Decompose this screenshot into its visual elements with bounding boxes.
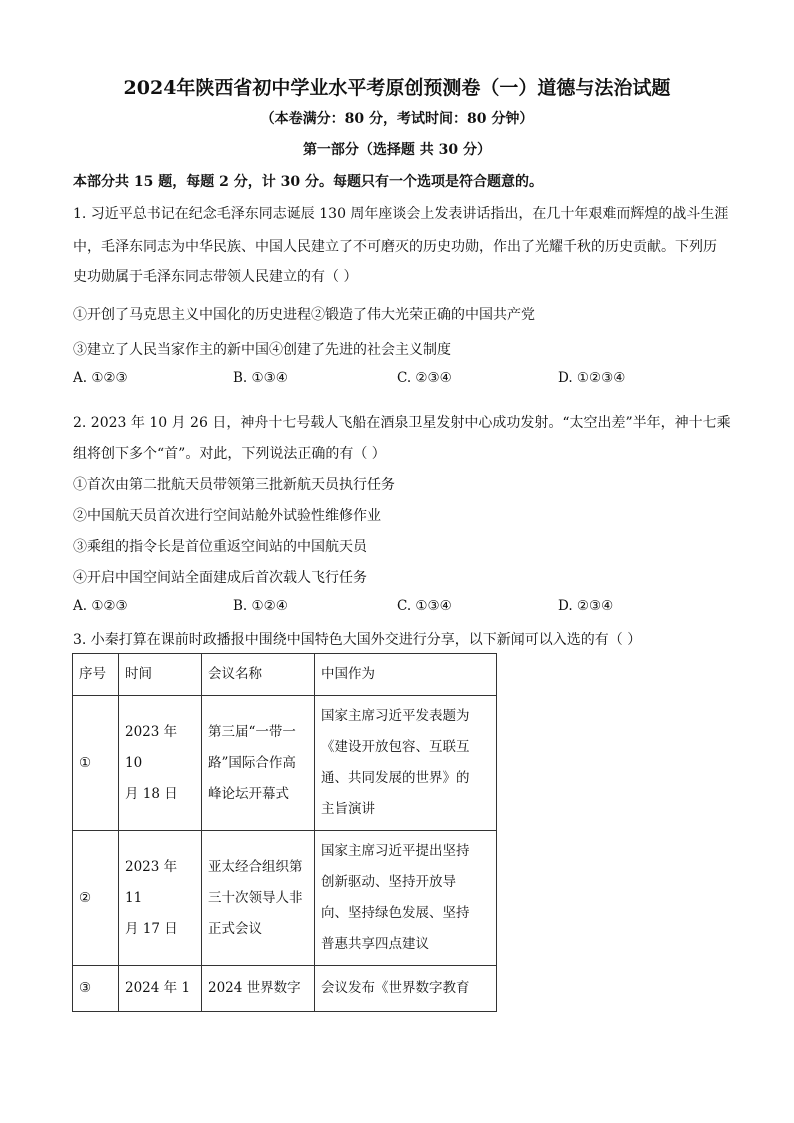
row-number: ② — [73, 831, 119, 966]
q2-statement: ①首次由第二批航天员带领第三批新航天员执行任务 — [73, 477, 395, 493]
cell-line: 路”国际合作高 — [208, 754, 296, 771]
q2-statement: ④开启中国空间站全面建成后首次载人飞行任务 — [73, 570, 367, 586]
header-cell: 时间 — [119, 654, 202, 696]
page-title: 2024年陕西省初中学业水平考原创预测卷（一）道德与法治试题 — [123, 77, 671, 99]
q2-stem-line: 2. 2023 年 10 月 26 日，神舟十七号载人飞船在酒泉卫星发射中心成功发射。“太空出差”半年，神十七乘 — [73, 415, 731, 431]
cell-line: 2023 年 11 — [125, 858, 178, 906]
q1-stem-line: 1. 习近平总书记在纪念毛泽东同志诞辰 130 周年座谈会上发表讲话指出，在几十年艰难而辉煌的战斗生涯 — [73, 206, 729, 222]
cell-line: 第三届“一带一 — [208, 723, 296, 740]
q1-option-c[interactable]: C. ②③④ — [397, 370, 452, 386]
table-row — [73, 831, 497, 966]
cell-line: 国家主席习近平发表题为 — [321, 708, 470, 724]
section-instruction: 本部分共 15 题，每题 2 分，计 30 分。每题只有一个选项是符合题意的。 — [73, 174, 543, 190]
q1-stem-line: 史功勋属于毛泽东同志带领人民建立的有（ ） — [73, 269, 358, 285]
cell-line: 2023 年 10 — [125, 723, 178, 771]
cell-line: 月 18 日 — [125, 785, 178, 802]
header-cell: 序号 — [73, 654, 119, 696]
cell-line: 三十次领导人非 — [208, 889, 303, 906]
cell-line: 创新驱动、坚持开放导 — [321, 874, 456, 890]
time-cell — [119, 831, 202, 966]
meeting-cell — [202, 831, 315, 966]
header-cell: 中国作为 — [315, 654, 497, 696]
diplomacy-news-table — [72, 653, 497, 1012]
q2-option-a[interactable]: A. ①②③ — [73, 598, 128, 614]
meeting-cell — [202, 696, 315, 831]
q2-stem-line: 组将创下多个“首”。对此，下列说法正确的有（ ） — [73, 446, 386, 462]
cell-line: 2024 世界数字 — [208, 980, 301, 996]
cell-line: 普惠共享四点建议 — [321, 936, 429, 952]
row-number: ③ — [73, 966, 119, 1012]
exam-info: （本卷满分：80 分，考试时间：80 分钟） — [260, 111, 534, 127]
cell-line: 通、共同发展的世界》的 — [321, 770, 470, 786]
section-heading: 第一部分（选择题 共 30 分） — [302, 142, 492, 158]
table-row — [73, 696, 497, 831]
cell-line: 主旨演讲 — [321, 801, 375, 817]
time-cell — [119, 696, 202, 831]
q2-option-b[interactable]: B. ①②④ — [233, 598, 288, 614]
action-cell — [315, 696, 497, 831]
row-number: ① — [73, 696, 119, 831]
table-row — [73, 966, 497, 1012]
cell-line: 《建设开放包容、互联互 — [321, 739, 470, 755]
q1-statement: ①开创了马克思主义中国化的历史进程②锻造了伟大光荣正确的中国共产党 — [73, 307, 535, 323]
cell-line: 向、坚持绿色发展、坚持 — [321, 905, 470, 921]
q2-statement: ②中国航天员首次进行空间站舱外试验性维修作业 — [73, 508, 381, 524]
table-header-row — [73, 654, 497, 696]
q1-stem-line: 中，毛泽东同志为中华民族、中国人民建立了不可磨灭的历史功勋，作出了光耀千秋的历史贡献。下列历 — [73, 239, 717, 255]
action-cell — [315, 831, 497, 966]
cell-line: 2024 年 1 — [125, 980, 191, 996]
cell-line: 会议发布《世界数字教育 — [321, 980, 470, 996]
q3-stem: 3. 小秦打算在课前时政播报中围绕中国特色大国外交进行分享，以下新闻可以入选的有（ ） — [73, 632, 642, 648]
q2-statement: ③乘组的指令长是首位重返空间站的中国航天员 — [73, 539, 367, 555]
cell-line: 国家主席习近平提出坚持 — [321, 843, 470, 859]
q1-option-b[interactable]: B. ①③④ — [233, 370, 288, 386]
header-cell: 会议名称 — [202, 654, 315, 696]
time-cell — [119, 966, 202, 1012]
meeting-cell — [202, 966, 315, 1012]
action-cell — [315, 966, 497, 1012]
cell-line: 正式会议 — [208, 920, 262, 937]
q2-option-c[interactable]: C. ①③④ — [397, 598, 452, 614]
q1-option-d[interactable]: D. ①②③④ — [558, 370, 626, 386]
cell-line: 峰论坛开幕式 — [208, 785, 289, 802]
q1-statement: ③建立了人民当家作主的新中国④创建了先进的社会主义制度 — [73, 342, 451, 358]
cell-line: 亚太经合组织第 — [208, 858, 303, 875]
cell-line: 月 17 日 — [125, 920, 178, 937]
q1-option-a[interactable]: A. ①②③ — [73, 370, 128, 386]
q2-option-d[interactable]: D. ②③④ — [558, 598, 614, 614]
